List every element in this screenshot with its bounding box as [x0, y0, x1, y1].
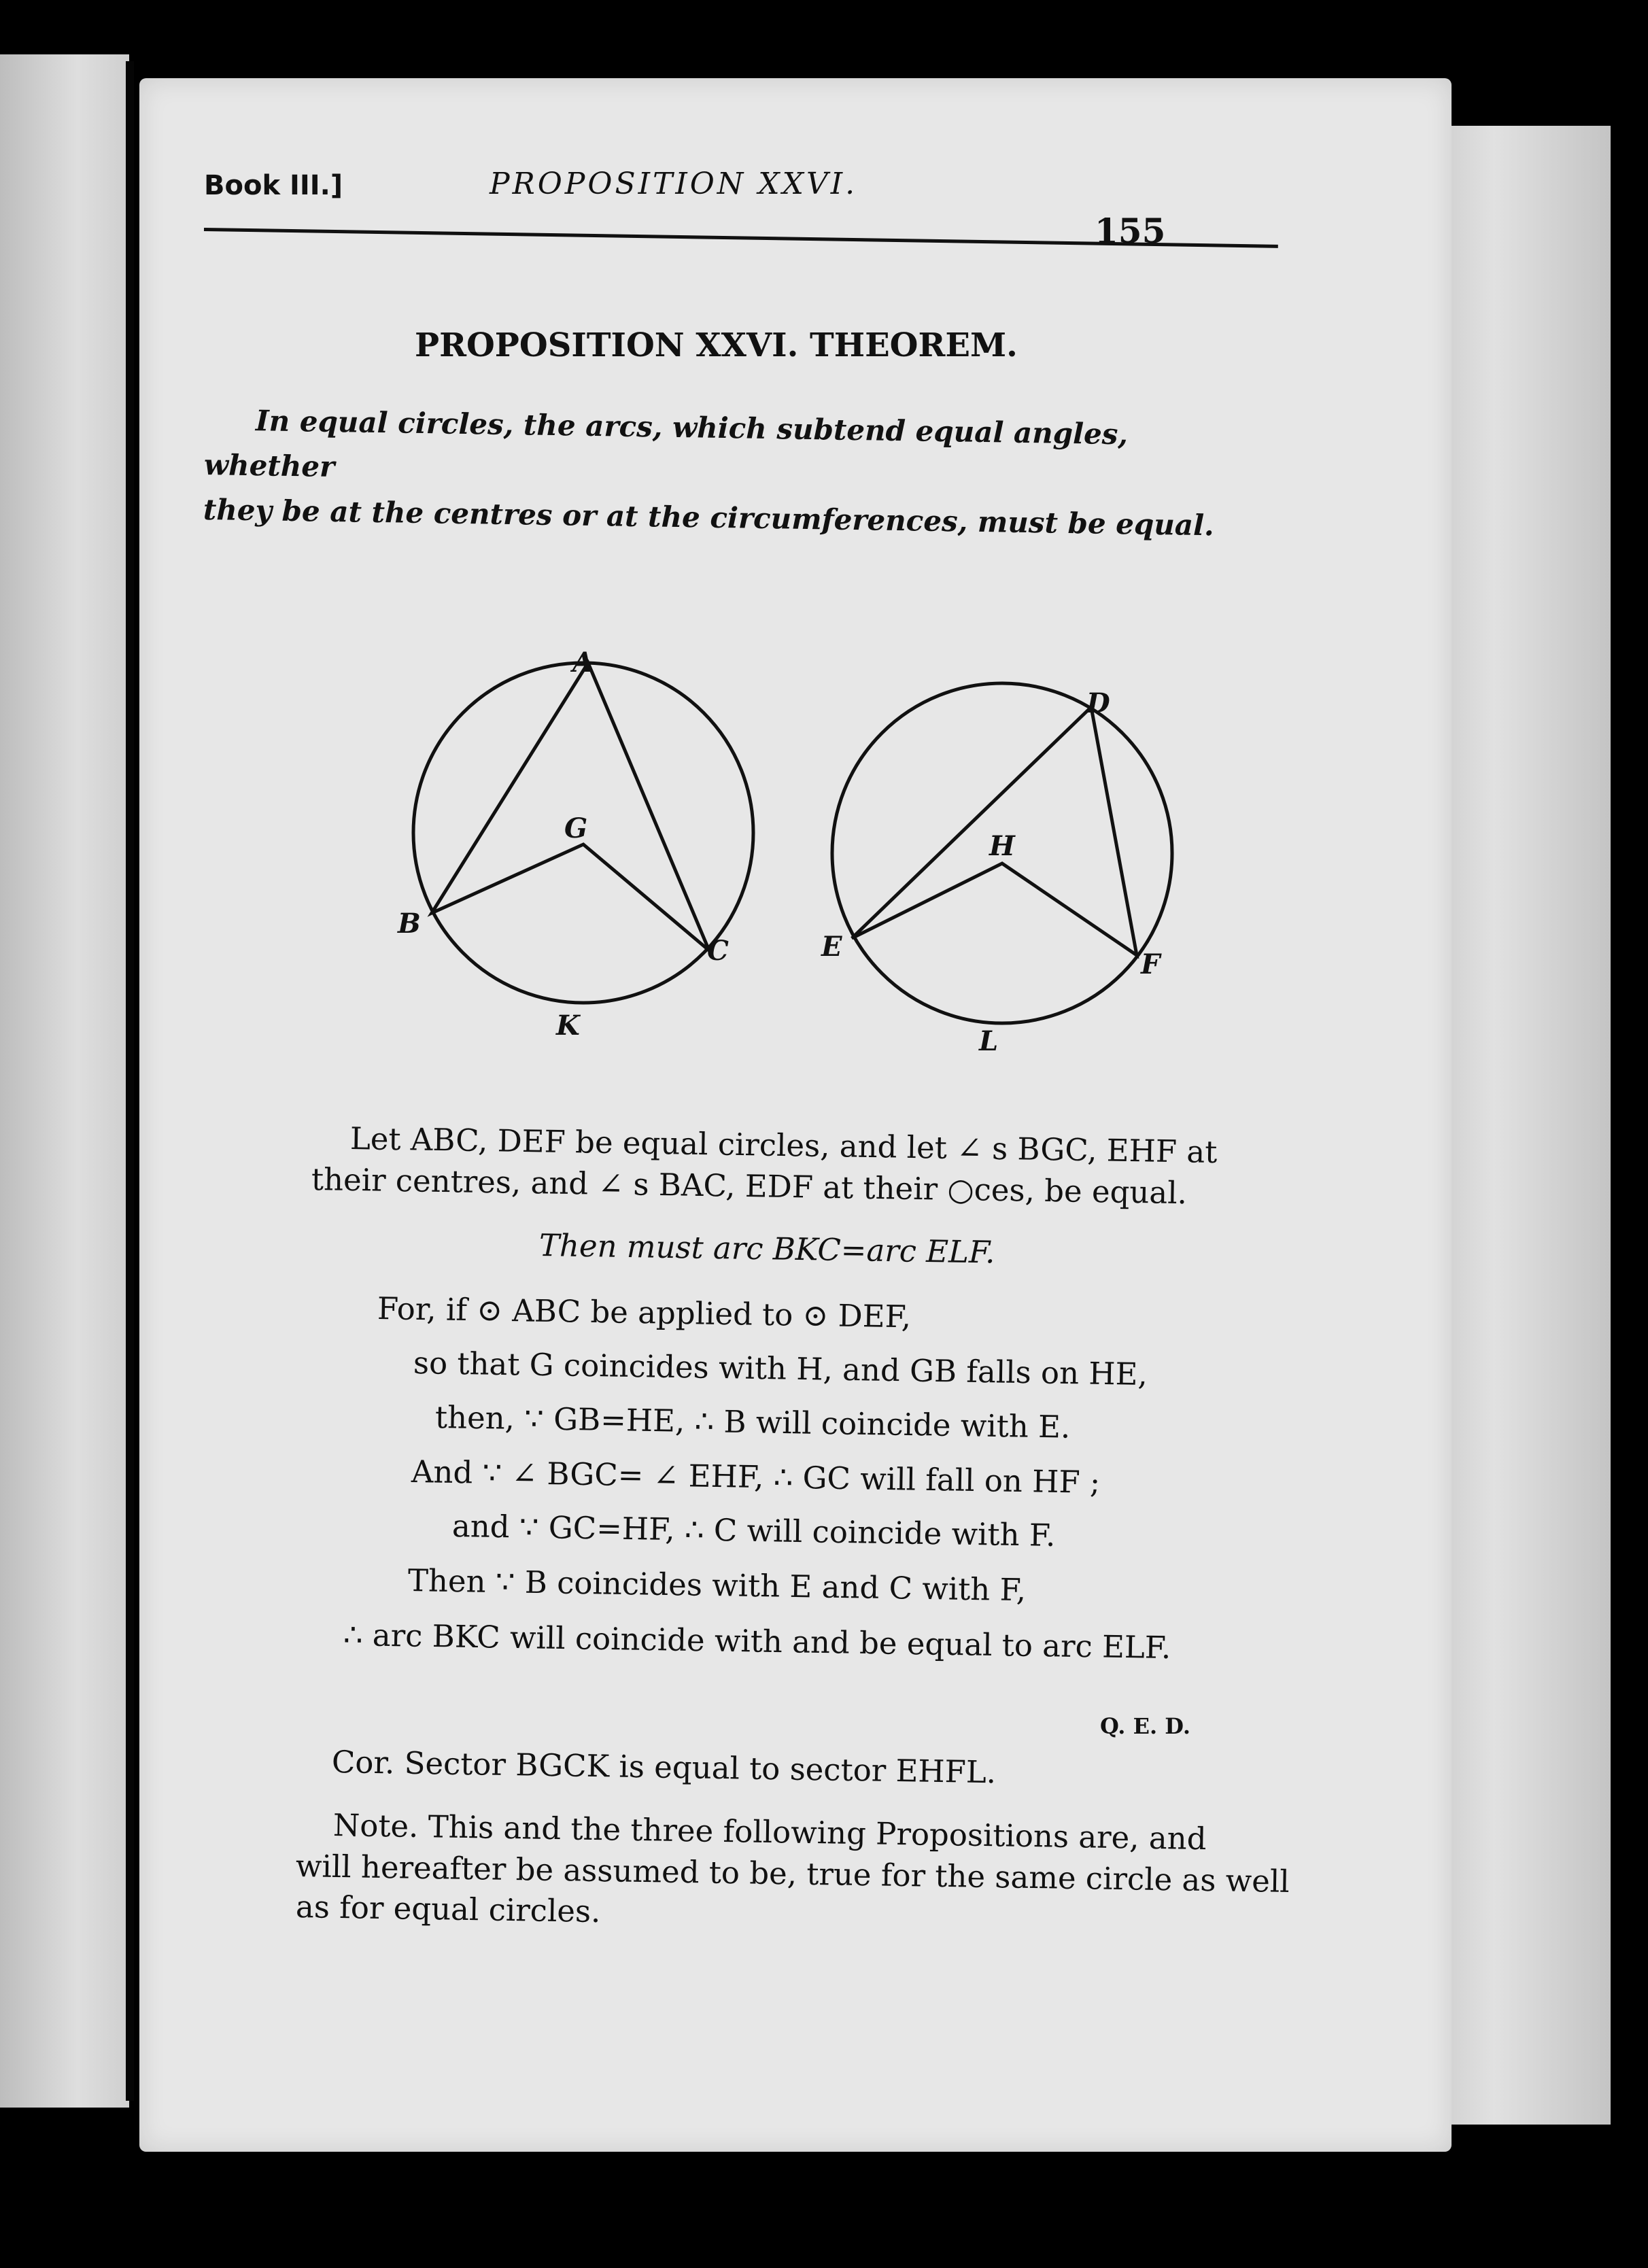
note-line: Note. This and the three following Propositions are, and	[332, 1807, 1207, 1857]
proof-step: And ∵ ∠ BGC= ∠ EHF, ∴ GC will fall on HF ;	[411, 1454, 1101, 1500]
label-L: L	[979, 1025, 999, 1057]
proof-let-line-2: their centres, and ∠ s BAC, EDF at their ○ces, be equal.	[311, 1161, 1188, 1212]
corollary: Cor. Sector BGCK is equal to sector EHFL.	[331, 1744, 997, 1791]
proof-step: Then ∵ B coincides with E and C with F,	[407, 1562, 1027, 1609]
qed: Q. E. D.	[1100, 1713, 1190, 1739]
label-A: A	[572, 647, 594, 678]
running-head-title: PROPOSITION XXVI.	[490, 167, 858, 201]
label-G: G	[564, 812, 588, 844]
proof-step: For, if ⊙ ABC be applied to ⊙ DEF,	[377, 1290, 912, 1335]
label-F: F	[1141, 948, 1161, 980]
proof-step: and ∵ GC=HF, ∴ C will coincide with F.	[451, 1508, 1056, 1553]
label-B: B	[398, 908, 421, 940]
proof-then-line: Then must arc BKC=arc ELF.	[538, 1227, 995, 1271]
label-E: E	[821, 931, 842, 963]
proof-step: so that G coincides with H, and GB falls on HE,	[413, 1345, 1148, 1392]
enunciation-line: In equal circles, the arcs, which subtend equal angles, whether	[203, 404, 1129, 484]
proposition-heading: PROPOSITION XXVI. THEOREM.	[415, 326, 1018, 364]
label-D: D	[1086, 687, 1110, 719]
proof-step: then, ∵ GB=HE, ∴ B will coincide with E.	[434, 1399, 1071, 1445]
label-K: K	[556, 1010, 580, 1042]
enunciation-line: they be at the centres or at the circumferences, must be equal.	[203, 492, 1215, 543]
note-line: will hereafter be assumed to be, true for the same circle as well	[295, 1848, 1290, 1900]
running-head-book: Book III.]	[204, 170, 343, 201]
proof-let-line-1: Let ABC, DEF be equal circles, and let ∠ s BGC, EHF at	[349, 1120, 1218, 1171]
label-H: H	[989, 830, 1015, 862]
proof-step: ∴ arc BKC will coincide with and be equal to arc ELF.	[343, 1617, 1171, 1666]
label-C: C	[707, 935, 729, 967]
left-circle-lines	[432, 663, 709, 950]
note-line: as for equal circles.	[295, 1889, 601, 1930]
page-number: 155	[1095, 211, 1166, 251]
